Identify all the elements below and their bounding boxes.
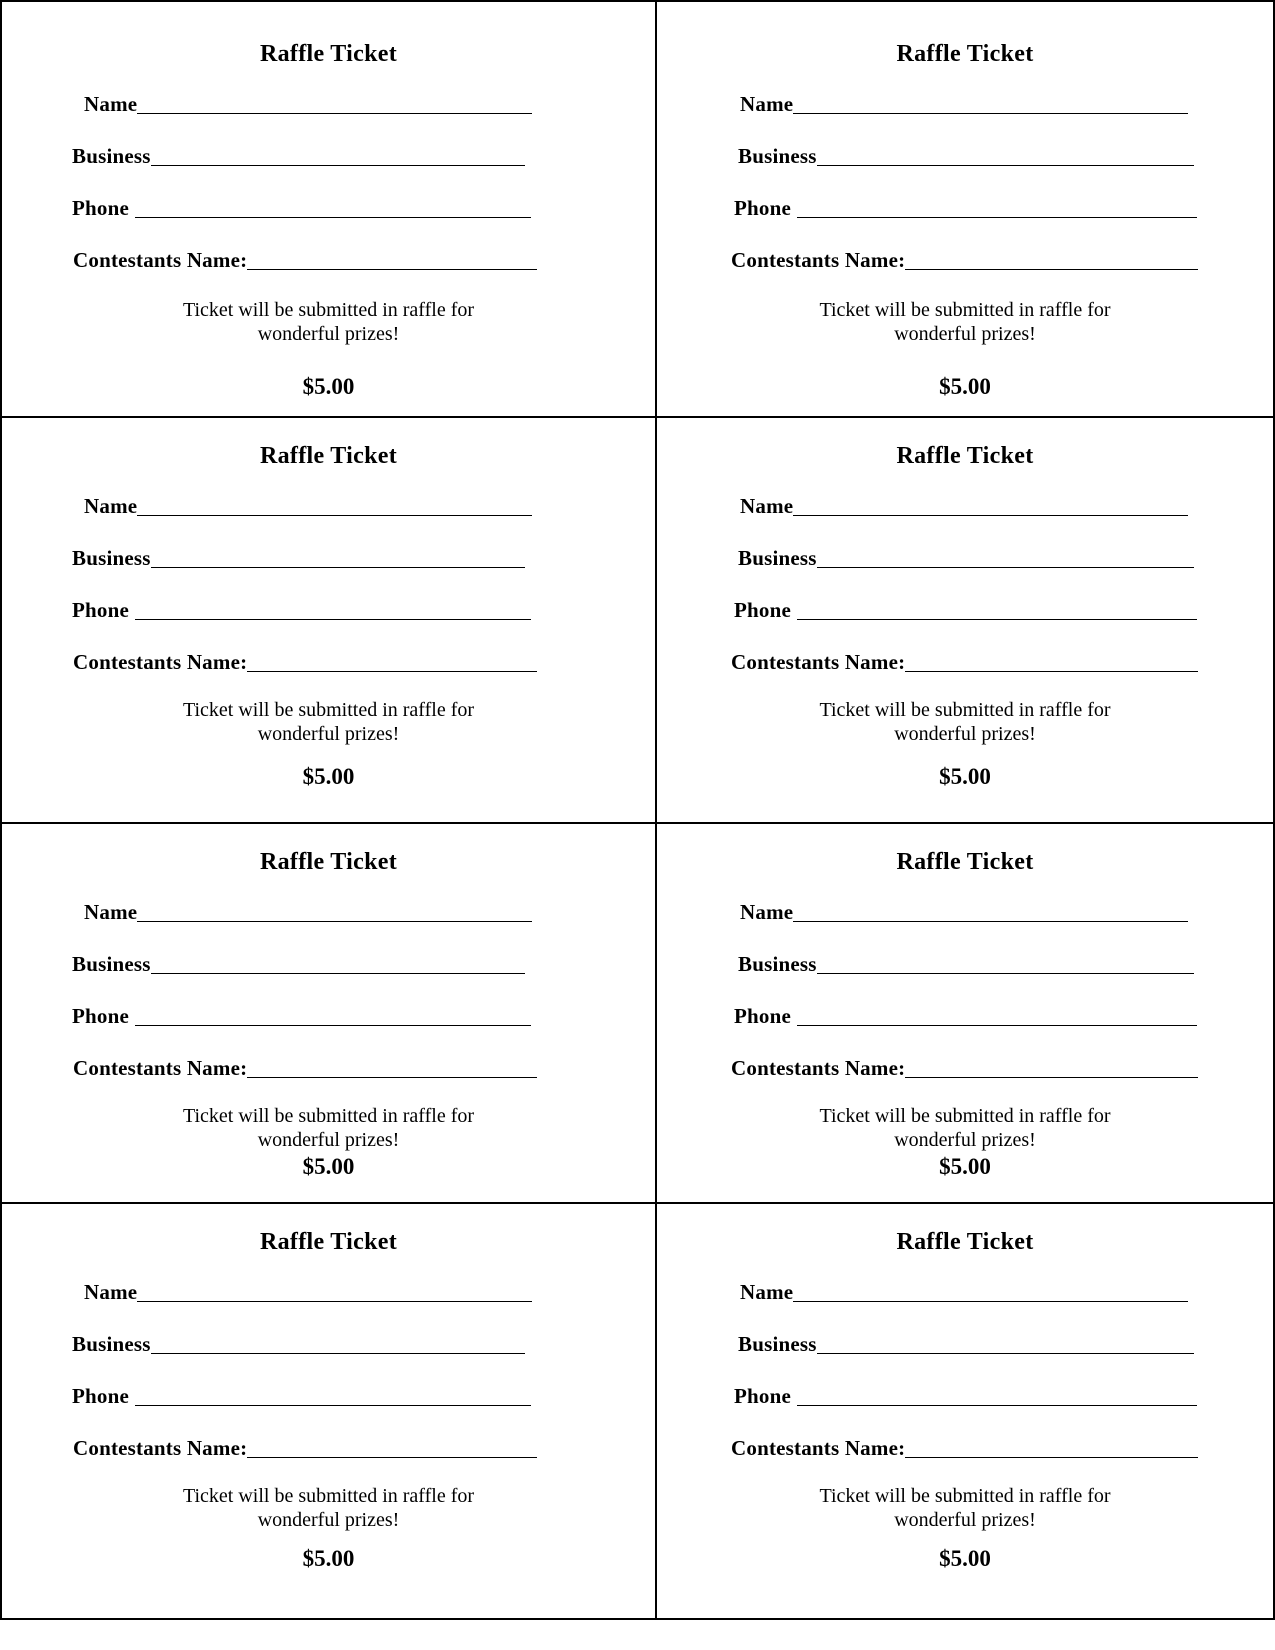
field-label: Phone bbox=[72, 1384, 130, 1408]
fill-in-line[interactable] bbox=[135, 1025, 531, 1026]
business-field[interactable] bbox=[72, 1326, 525, 1356]
note-line: Ticket will be submitted in raffle for bbox=[819, 1105, 1111, 1127]
fill-in-line[interactable] bbox=[151, 567, 525, 568]
business-field[interactable] bbox=[738, 946, 1194, 976]
field-label: Contestants Name: bbox=[73, 650, 248, 674]
raffle-ticket bbox=[655, 0, 1275, 418]
phone-field[interactable] bbox=[734, 998, 1197, 1028]
contestants-name-field[interactable] bbox=[73, 1050, 537, 1080]
ticket-price: $5.00 bbox=[939, 764, 991, 789]
field-label: Business bbox=[738, 1332, 817, 1356]
ticket-title: Raffle Ticket bbox=[260, 1229, 397, 1255]
field-label: Contestants Name: bbox=[73, 1436, 248, 1460]
ticket-note bbox=[2, 698, 655, 746]
name-field[interactable] bbox=[740, 894, 1188, 924]
ticket-note bbox=[657, 1104, 1273, 1152]
raffle-ticket bbox=[0, 1202, 657, 1620]
raffle-ticket bbox=[655, 1202, 1275, 1620]
fill-in-line[interactable] bbox=[905, 671, 1198, 672]
ticket-note bbox=[657, 698, 1273, 746]
phone-field[interactable] bbox=[72, 998, 531, 1028]
note-line: Ticket will be submitted in raffle for bbox=[182, 1485, 475, 1507]
fill-in-line[interactable] bbox=[137, 515, 532, 516]
fill-in-line[interactable] bbox=[905, 1457, 1198, 1458]
field-label: Name bbox=[84, 92, 138, 116]
fill-in-line[interactable] bbox=[247, 1457, 537, 1458]
field-label: Business bbox=[738, 144, 817, 168]
fill-in-line[interactable] bbox=[151, 165, 525, 166]
name-field[interactable] bbox=[740, 1274, 1188, 1304]
field-label: Contestants Name: bbox=[731, 1436, 906, 1460]
fill-in-line[interactable] bbox=[151, 1353, 525, 1354]
name-field[interactable] bbox=[84, 86, 532, 116]
contestants-name-field[interactable] bbox=[731, 644, 1198, 674]
field-label: Phone bbox=[734, 1004, 792, 1028]
note-line: wonderful prizes! bbox=[894, 323, 1036, 345]
note-line: Ticket will be submitted in raffle for bbox=[819, 1485, 1111, 1507]
fill-in-line[interactable] bbox=[905, 269, 1198, 270]
fill-in-line[interactable] bbox=[793, 921, 1188, 922]
fill-in-line[interactable] bbox=[817, 1353, 1194, 1354]
ticket-note bbox=[657, 1484, 1273, 1532]
contestants-name-field[interactable] bbox=[73, 242, 537, 272]
ticket-price: $5.00 bbox=[939, 1546, 991, 1571]
fill-in-line[interactable] bbox=[797, 217, 1197, 218]
note-line: wonderful prizes! bbox=[257, 1509, 400, 1531]
note-line: Ticket will be submitted in raffle for bbox=[182, 299, 475, 321]
field-label: Name bbox=[740, 494, 794, 518]
phone-field[interactable] bbox=[72, 190, 531, 220]
phone-field[interactable] bbox=[734, 592, 1197, 622]
name-field[interactable] bbox=[740, 86, 1188, 116]
note-line: wonderful prizes! bbox=[257, 323, 400, 345]
raffle-ticket bbox=[0, 0, 657, 418]
field-label: Contestants Name: bbox=[731, 1056, 906, 1080]
ticket-note bbox=[2, 298, 655, 346]
phone-field[interactable] bbox=[734, 1378, 1197, 1408]
ticket-title: Raffle Ticket bbox=[260, 41, 397, 67]
field-label: Name bbox=[84, 494, 138, 518]
field-label: Phone bbox=[72, 196, 130, 220]
business-field[interactable] bbox=[738, 138, 1194, 168]
business-field[interactable] bbox=[738, 1326, 1194, 1356]
field-label: Phone bbox=[72, 598, 130, 622]
business-field[interactable] bbox=[72, 946, 525, 976]
ticket-title: Raffle Ticket bbox=[260, 443, 397, 469]
fill-in-line[interactable] bbox=[797, 1405, 1197, 1406]
contestants-name-field[interactable] bbox=[731, 242, 1198, 272]
field-label: Name bbox=[84, 1280, 138, 1304]
ticket-price: $5.00 bbox=[939, 1154, 991, 1179]
fill-in-line[interactable] bbox=[135, 217, 531, 218]
field-label: Name bbox=[740, 1280, 794, 1304]
contestants-name-field[interactable] bbox=[731, 1430, 1198, 1460]
business-field[interactable] bbox=[72, 540, 525, 570]
field-label: Phone bbox=[734, 196, 792, 220]
field-label: Business bbox=[72, 1332, 151, 1356]
field-label: Business bbox=[72, 144, 151, 168]
fill-in-line[interactable] bbox=[247, 269, 537, 270]
raffle-ticket bbox=[0, 822, 657, 1204]
field-label: Contestants Name: bbox=[731, 248, 906, 272]
note-line: Ticket will be submitted in raffle for bbox=[182, 1105, 475, 1127]
field-label: Business bbox=[72, 952, 151, 976]
contestants-name-field[interactable] bbox=[73, 1430, 537, 1460]
note-line: wonderful prizes! bbox=[257, 1129, 400, 1151]
fill-in-line[interactable] bbox=[797, 619, 1197, 620]
fill-in-line[interactable] bbox=[247, 671, 537, 672]
ticket-title: Raffle Ticket bbox=[896, 443, 1034, 469]
field-label: Name bbox=[84, 900, 138, 924]
field-label: Contestants Name: bbox=[731, 650, 906, 674]
note-line: Ticket will be submitted in raffle for bbox=[182, 699, 475, 721]
field-label: Contestants Name: bbox=[73, 1056, 248, 1080]
field-label: Phone bbox=[72, 1004, 130, 1028]
note-line: Ticket will be submitted in raffle for bbox=[819, 299, 1111, 321]
fill-in-line[interactable] bbox=[151, 973, 525, 974]
field-label: Business bbox=[738, 546, 817, 570]
fill-in-line[interactable] bbox=[247, 1077, 537, 1078]
fill-in-line[interactable] bbox=[793, 1301, 1188, 1302]
name-field[interactable] bbox=[84, 894, 532, 924]
fill-in-line[interactable] bbox=[135, 619, 531, 620]
note-line: wonderful prizes! bbox=[894, 1509, 1036, 1531]
raffle-ticket bbox=[655, 416, 1275, 824]
ticket-title: Raffle Ticket bbox=[896, 41, 1034, 67]
fill-in-line[interactable] bbox=[793, 113, 1188, 114]
phone-field[interactable] bbox=[734, 190, 1197, 220]
note-line: wonderful prizes! bbox=[894, 723, 1036, 745]
fill-in-line[interactable] bbox=[817, 165, 1194, 166]
name-field[interactable] bbox=[84, 488, 532, 518]
ticket-title: Raffle Ticket bbox=[260, 849, 397, 875]
ticket-note bbox=[2, 1104, 655, 1152]
business-field[interactable] bbox=[72, 138, 525, 168]
contestants-name-field[interactable] bbox=[731, 1050, 1198, 1080]
note-line: wonderful prizes! bbox=[894, 1129, 1036, 1151]
ticket-title: Raffle Ticket bbox=[896, 849, 1034, 875]
fill-in-line[interactable] bbox=[137, 113, 532, 114]
fill-in-line[interactable] bbox=[817, 567, 1194, 568]
fill-in-line[interactable] bbox=[905, 1077, 1198, 1078]
name-field[interactable] bbox=[84, 1274, 532, 1304]
fill-in-line[interactable] bbox=[793, 515, 1188, 516]
note-line: Ticket will be submitted in raffle for bbox=[819, 699, 1111, 721]
ticket-note bbox=[2, 1484, 655, 1532]
ticket-price: $5.00 bbox=[939, 374, 991, 399]
raffle-ticket bbox=[655, 822, 1275, 1204]
name-field[interactable] bbox=[740, 488, 1188, 518]
field-label: Phone bbox=[734, 1384, 792, 1408]
note-line: wonderful prizes! bbox=[257, 723, 400, 745]
fill-in-line[interactable] bbox=[137, 921, 532, 922]
field-label: Phone bbox=[734, 598, 792, 622]
ticket-price: $5.00 bbox=[302, 764, 355, 789]
field-label: Business bbox=[72, 546, 151, 570]
business-field[interactable] bbox=[738, 540, 1194, 570]
ticket-price: $5.00 bbox=[302, 1154, 355, 1179]
phone-field[interactable] bbox=[72, 1378, 531, 1408]
phone-field[interactable] bbox=[72, 592, 531, 622]
fill-in-line[interactable] bbox=[817, 973, 1194, 974]
raffle-ticket bbox=[0, 416, 657, 824]
ticket-title: Raffle Ticket bbox=[896, 1229, 1034, 1255]
field-label: Name bbox=[740, 900, 794, 924]
ticket-price: $5.00 bbox=[302, 374, 355, 399]
field-label: Business bbox=[738, 952, 817, 976]
field-label: Name bbox=[740, 92, 794, 116]
contestants-name-field[interactable] bbox=[73, 644, 537, 674]
field-label: Contestants Name: bbox=[73, 248, 248, 272]
fill-in-line[interactable] bbox=[135, 1405, 531, 1406]
fill-in-line[interactable] bbox=[797, 1025, 1197, 1026]
ticket-price: $5.00 bbox=[302, 1546, 355, 1571]
ticket-note bbox=[657, 298, 1273, 346]
fill-in-line[interactable] bbox=[137, 1301, 532, 1302]
